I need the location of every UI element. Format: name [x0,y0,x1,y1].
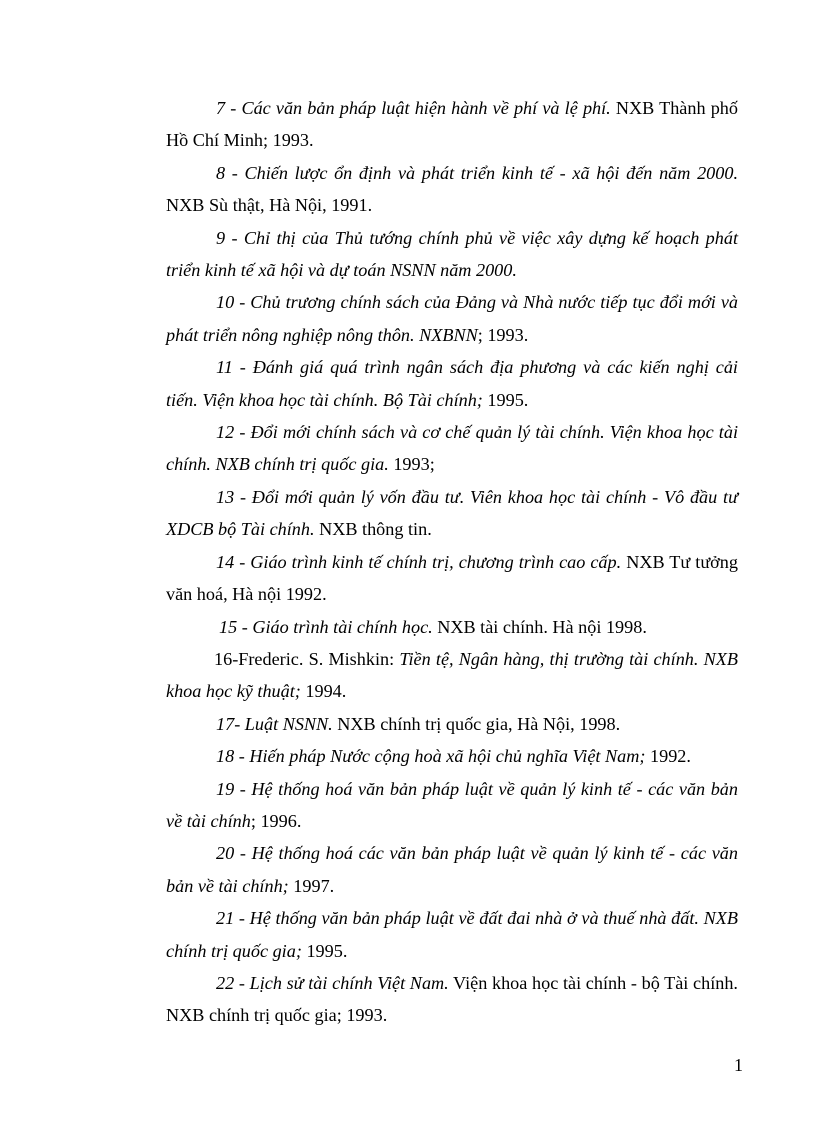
reference-item-11 [166,351,738,416]
reference-title: 13 - Đổi mới quản lý vốn đầu tư. Viên khoa học tài chính - Vô đầu tư XDCB bộ Tài chính. [166,486,738,540]
reference-publisher: NXB Sù thật, Hà Nội, 1991. [166,195,373,216]
reference-title: 12 - Đổi mới chính sách và cơ chế quản lý tài chính. Viện khoa học tài chính. NXB chính trị quốc gia. [166,422,738,475]
reference-title: 9 - Chỉ thị của Thủ tướng chính phủ về việc xây dựng kế hoạch phát triển kinh tế xã hội và dự toán NSNN năm 2000. [166,227,738,281]
reference-item-20 [166,837,738,902]
reference-author: 16-Frederic. S. Mishkin: [214,648,400,669]
reference-publisher: 1993; [388,454,435,475]
reference-title: 19 - Hệ thống hoá văn bản pháp luật về quản lý kinh tế - các văn bản về tài chính [166,778,738,831]
reference-title: Tiền tệ, Ngân hàng, thị trường tài chính. NXB khoa học kỹ thuật; [166,648,738,702]
reference-publisher: NXB Tư tưởng văn hoá, Hà nội 1992. [166,551,738,605]
reference-publisher: 1994. [300,681,347,702]
reference-list [166,92,738,1032]
reference-title: 22 - Lịch sử tài chính Việt Nam. [216,972,449,993]
reference-publisher: ; 1993. [477,324,529,345]
reference-publisher: 1992. [645,746,691,767]
reference-item-17 [166,708,738,740]
reference-title: 15 - Giáo trình tài chính học. [219,616,433,637]
reference-title: 17- Luật NSNN. [216,713,333,734]
reference-item-14 [166,546,738,611]
reference-item-21 [166,902,738,967]
reference-title: 7 - Các văn bản pháp luật hiện hành về phí và lệ phí. [216,98,611,118]
reference-item-7 [166,92,738,157]
reference-publisher: NXB Thành phố Hồ Chí Minh; 1993. [166,98,738,151]
reference-item-10 [166,286,738,351]
reference-item-12 [166,416,738,481]
reference-item-22 [166,967,738,1032]
reference-item-16 [166,643,738,708]
reference-item-13 [166,481,738,546]
reference-item-18 [166,740,738,772]
reference-title: 11 - Đánh giá quá trình ngân sách địa phương và các kiến nghị cải tiến. Viện khoa học tài chính. Bộ Tài chính; [166,357,738,410]
reference-title: 20 - Hệ thống hoá các văn bản pháp luật về quản lý kinh tế - các văn bản về tài chính; [166,843,738,896]
reference-publisher: 1995. [482,389,529,410]
reference-title: 10 - Chủ trương chính sách của Đảng và Nhà nước tiếp tục đổi mới và phát triển nông nghiệp nông thôn. NXBNN [166,292,738,345]
reference-title: 14 - Giáo trình kinh tế chính trị, chương trình cao cấp. [216,551,622,572]
reference-item-19 [166,773,738,838]
reference-publisher: ; 1996. [250,810,302,831]
reference-publisher: NXB thông tin. [314,519,432,540]
reference-publisher: 1997. [288,875,335,896]
page-number: 1 [734,1055,743,1075]
reference-publisher: NXB chính trị quốc gia, Hà Nội, 1998. [332,713,621,734]
reference-title: 8 - Chiến lược ổn định và phát triển kinh tế - xã hội đến năm 2000. [216,162,738,183]
reference-publisher: NXB tài chính. Hà nội 1998. [432,616,647,637]
reference-title: 21 - Hệ thống văn bản pháp luật về đất đai nhà ở và thuế nhà đất. NXB chính trị quốc gia; [166,908,738,961]
reference-item-15 [166,611,738,643]
reference-item-8 [166,157,738,222]
reference-publisher: 1995. [301,940,348,961]
reference-title: 18 - Hiến pháp Nước cộng hoà xã hội chủ nghĩa Việt Nam; [216,746,646,767]
reference-item-9 [166,222,738,287]
reference-publisher: Viện khoa học tài chính - bộ Tài chính. NXB chính trị quốc gia; 1993. [166,972,738,1026]
